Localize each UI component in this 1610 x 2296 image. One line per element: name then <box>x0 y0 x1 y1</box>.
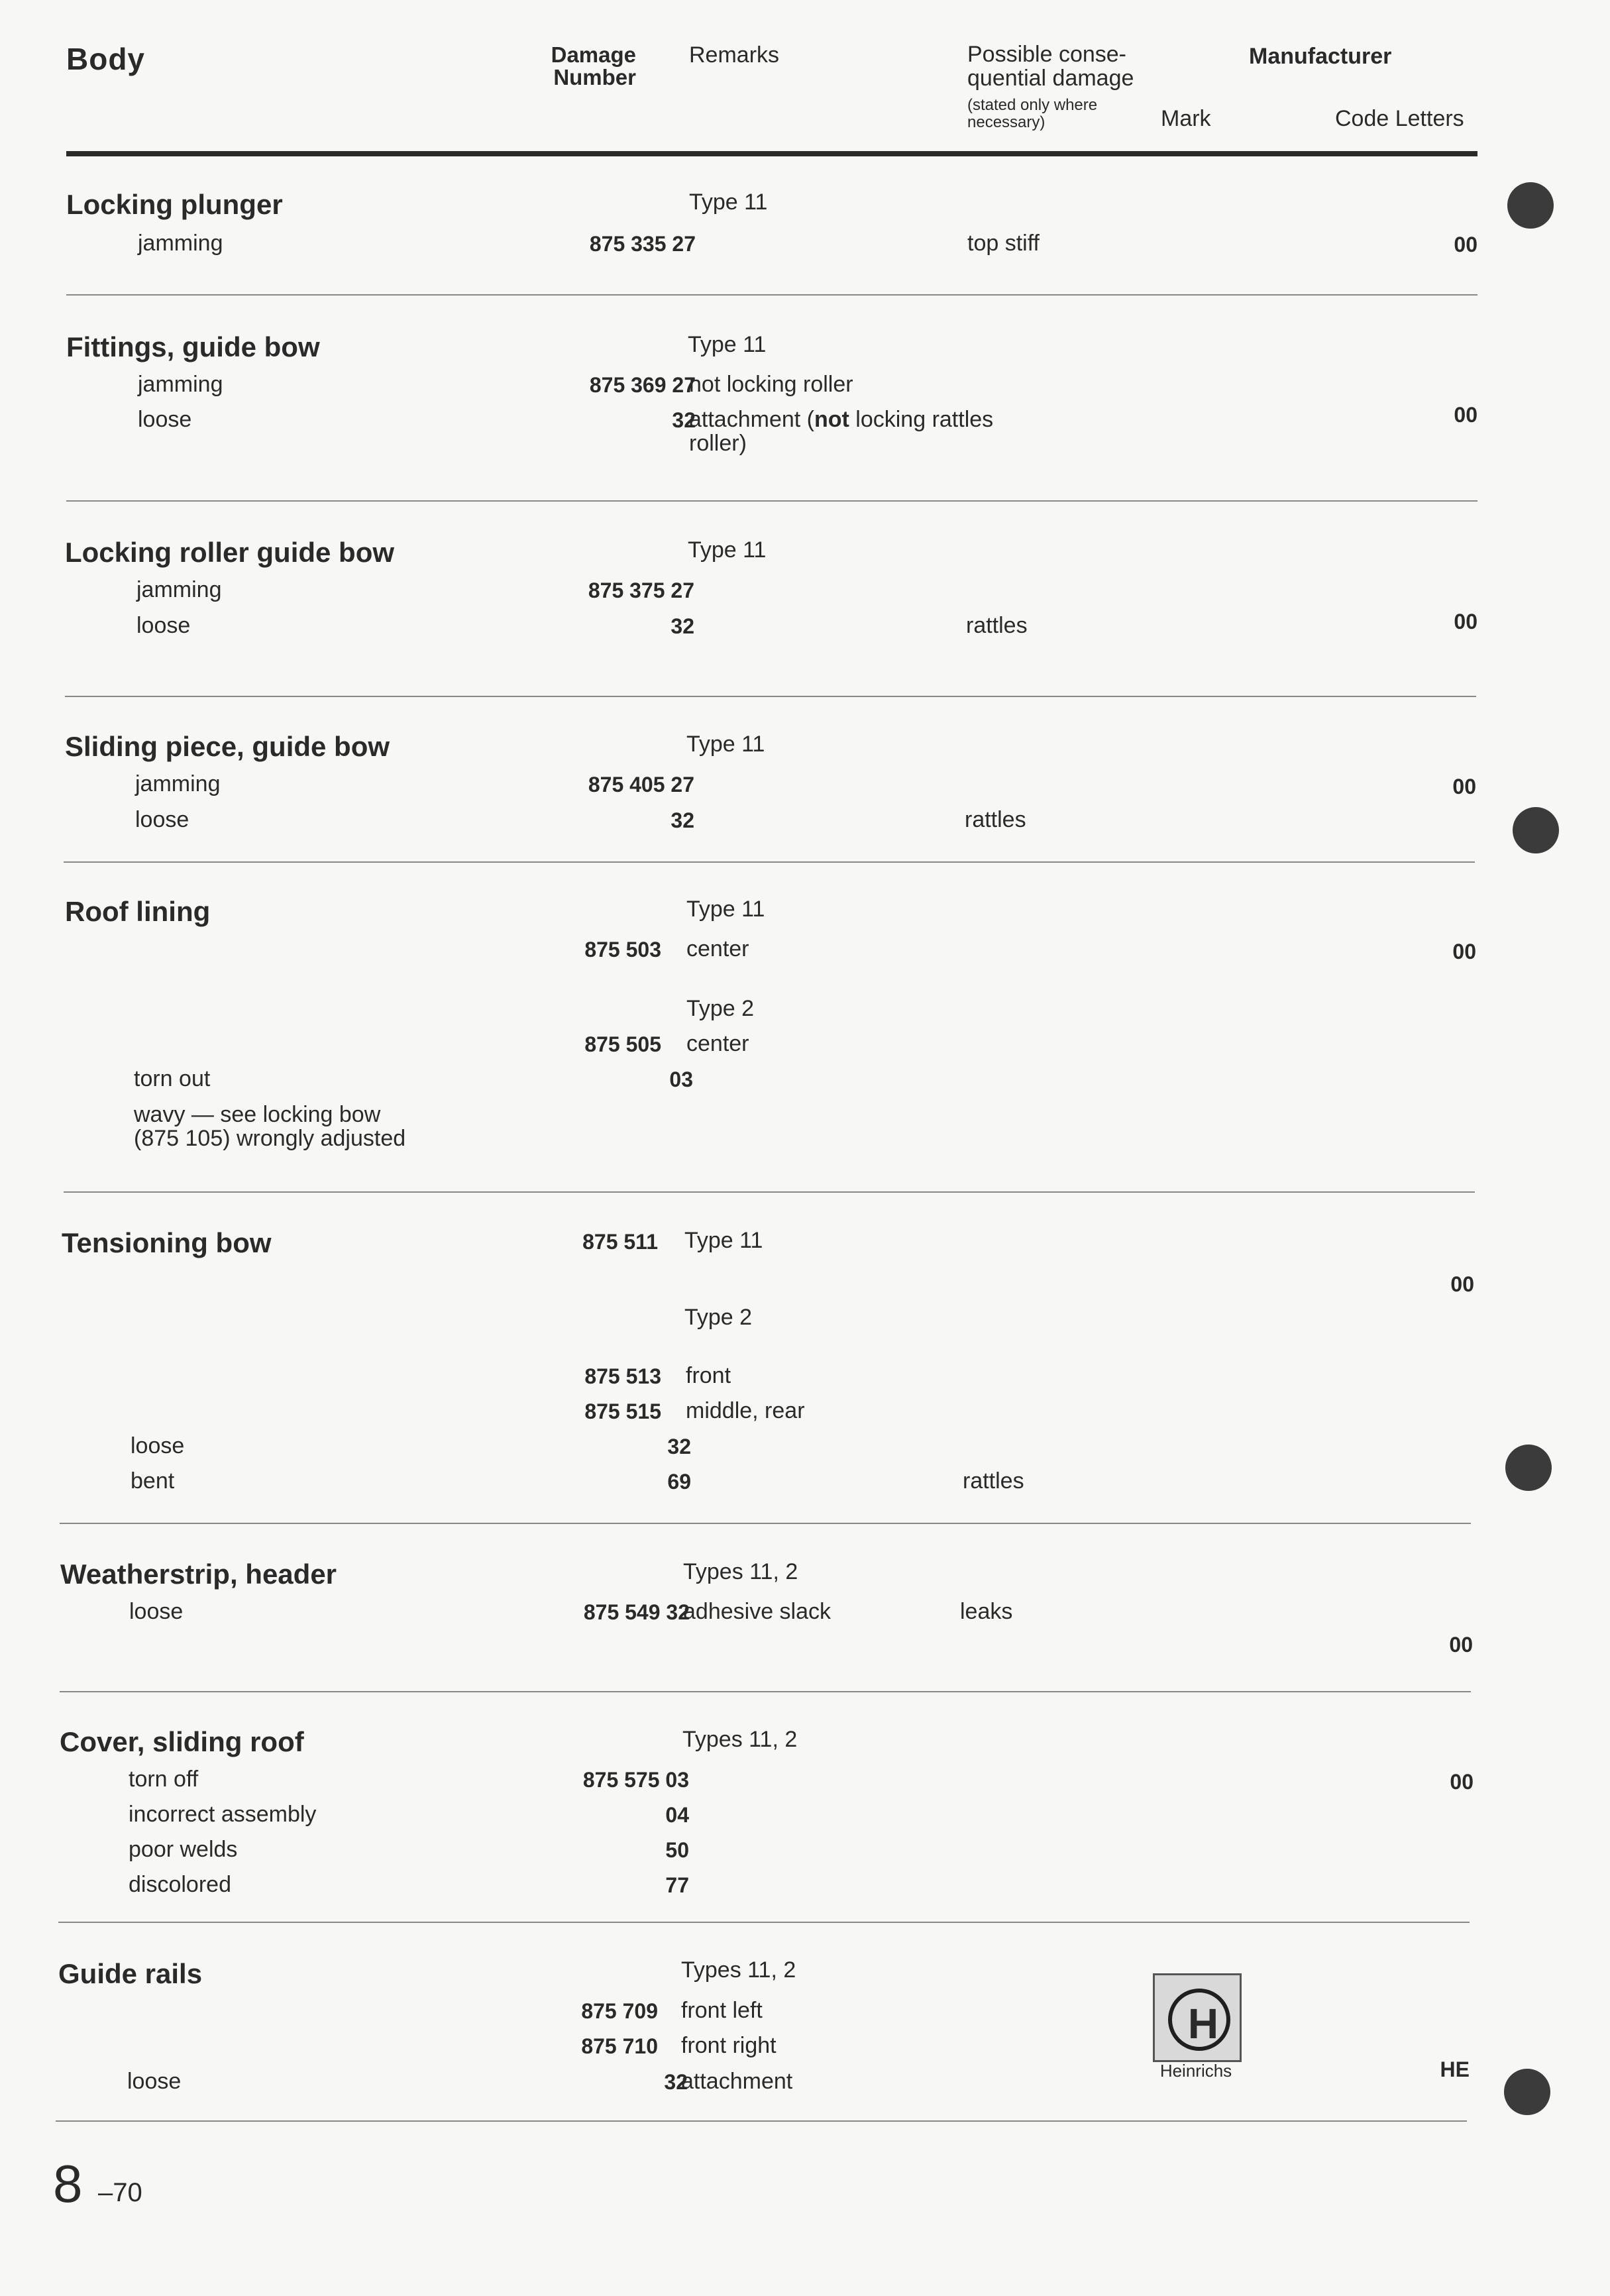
row-label: loose <box>138 407 192 432</box>
entry-remark: Type 11 <box>686 732 765 757</box>
page-section-title: Body <box>66 42 145 76</box>
binder-hole-icon <box>1513 807 1559 853</box>
entry-cover-sliding-roof <box>60 1726 1484 1925</box>
row-remark: front <box>686 1363 731 1388</box>
section-divider <box>56 2120 1467 2122</box>
row-remark: not locking roller <box>689 372 853 397</box>
row-label-continued: (875 105) wrongly adjusted <box>134 1126 406 1151</box>
row-remark: front left <box>681 1998 763 2023</box>
code-letters: 00 <box>1454 403 1477 427</box>
damage-number: 875 369 27 <box>589 373 696 397</box>
row-label: loose <box>136 613 191 638</box>
damage-number: 875 511 <box>582 1230 658 1254</box>
damage-number: 32 <box>671 808 694 832</box>
row-remark: adhesive slack <box>683 1599 832 1624</box>
section-divider <box>58 1922 1470 1923</box>
row-label: loose <box>129 1599 184 1624</box>
row-label: loose <box>127 2069 182 2094</box>
row-label: loose <box>135 807 189 832</box>
row-label: jamming <box>138 231 223 256</box>
row-label: poor welds <box>129 1837 238 1862</box>
damage-number: 875 513 <box>584 1364 661 1388</box>
entry-remark: Type 11 <box>684 1228 763 1253</box>
row-remark: attachment (not locking rattles <box>689 407 994 432</box>
damage-number: 875 505 <box>584 1032 661 1056</box>
damage-number: 875 575 03 <box>582 1768 689 1792</box>
entry-remark: Type 11 <box>686 897 765 922</box>
entry-title: Locking roller guide bow <box>65 537 395 568</box>
section-divider <box>64 861 1475 863</box>
row-label: discolored <box>129 1872 231 1897</box>
page-number: 8 <box>53 2154 83 2213</box>
damage-number: 875 710 <box>581 2034 658 2058</box>
row-remark: middle, rear <box>686 1398 805 1423</box>
row-label: bent <box>131 1468 175 1494</box>
row-label: loose <box>131 1433 185 1458</box>
damage-number: 03 <box>669 1067 693 1091</box>
code-letters: 00 <box>1449 1633 1473 1657</box>
entry-remark: Types 11, 2 <box>681 1957 796 1983</box>
entry-title: Cover, sliding roof <box>60 1726 304 1757</box>
code-letters: 00 <box>1450 1272 1474 1296</box>
row-label: torn out <box>134 1066 211 1091</box>
code-letters: HE <box>1440 2057 1470 2081</box>
entry-title: Roof lining <box>65 896 211 927</box>
heinrichs-logo <box>1153 1973 1242 2062</box>
logo-circle-icon <box>1168 1989 1230 2051</box>
code-letters: 00 <box>1450 1770 1474 1794</box>
damage-number: 32 <box>671 614 694 638</box>
entry-remark-type-2: Type 2 <box>684 1305 753 1330</box>
entry-remark: Type 11 <box>688 537 767 563</box>
damage-number: 875 515 <box>584 1399 661 1423</box>
section-divider <box>66 500 1477 502</box>
entry-tensioning-bow <box>62 1227 1486 1505</box>
binder-hole-icon <box>1504 2069 1550 2115</box>
column-header-manufacturer: Manufacturer <box>1249 44 1392 69</box>
header-rule <box>66 151 1477 156</box>
consequential-damage: rattles <box>965 807 1026 832</box>
damage-number: 32 <box>667 1435 691 1458</box>
damage-number: 69 <box>667 1470 691 1494</box>
row-label: jamming <box>135 771 221 796</box>
row-remark: attachment <box>681 2069 793 2094</box>
page-subnumber: –70 <box>98 2178 142 2207</box>
entry-title: Guide rails <box>58 1958 203 1989</box>
entry-guide-rails <box>58 1958 1483 2157</box>
column-header-mark: Mark <box>1161 106 1211 131</box>
code-letters: 00 <box>1452 775 1476 798</box>
row-remark: center <box>686 1031 749 1056</box>
entry-title: Weatherstrip, header <box>60 1558 337 1590</box>
entry-title: Tensioning bow <box>62 1227 272 1258</box>
damage-number: 875 405 27 <box>588 773 694 796</box>
column-header-consequential-damage: Possible conse- quential damage <box>967 42 1134 91</box>
binder-hole-icon <box>1507 182 1554 229</box>
column-header-note: (stated only where necessary) <box>967 96 1098 131</box>
section-divider <box>66 294 1477 296</box>
row-remark: front right <box>681 2033 777 2058</box>
code-letters: 00 <box>1454 610 1477 633</box>
row-remark: center <box>686 936 749 961</box>
entry-title: Fittings, guide bow <box>66 331 320 362</box>
entry-remark: Type 11 <box>688 332 767 357</box>
damage-number: 875 375 27 <box>588 578 694 602</box>
damage-number: 04 <box>665 1803 689 1827</box>
manufacturer-mark-name: Heinrichs <box>1159 2061 1232 2081</box>
column-header-remarks: Remarks <box>689 42 780 68</box>
logo-letter: H <box>1187 2000 1219 2048</box>
row-label: jamming <box>136 577 222 602</box>
section-divider <box>64 1191 1475 1193</box>
entry-remark: Type 11 <box>689 190 768 215</box>
consequential-damage: rattles <box>966 613 1028 638</box>
entry-remark: Types 11, 2 <box>683 1559 798 1584</box>
code-letters: 00 <box>1452 940 1476 963</box>
damage-number: 875 503 <box>584 938 661 961</box>
binder-hole-icon <box>1505 1445 1552 1491</box>
entry-remark-type-2: Type 2 <box>686 996 755 1021</box>
column-header-code-letters: Code Letters <box>1335 106 1464 131</box>
row-label: torn off <box>129 1767 199 1792</box>
column-header-damage-number: Damage Number <box>551 42 636 89</box>
row-label: jamming <box>138 372 223 397</box>
damage-number: 32 <box>672 408 696 432</box>
code-letters: 00 <box>1454 233 1477 256</box>
damage-number: 32 <box>664 2070 688 2094</box>
section-divider <box>60 1523 1471 1524</box>
consequential-damage: top stiff <box>967 231 1040 256</box>
consequential-damage: leaks <box>960 1599 1013 1624</box>
row-label: incorrect assembly <box>129 1802 317 1827</box>
entry-title: Locking plunger <box>66 189 283 220</box>
entry-locking-roller-guide-bow <box>65 537 1489 736</box>
entry-title: Sliding piece, guide bow <box>65 731 390 762</box>
section-divider <box>65 696 1476 697</box>
entry-roof-lining <box>65 896 1489 1174</box>
entry-remark: Types 11, 2 <box>682 1727 798 1752</box>
damage-number: 875 709 <box>581 1999 658 2023</box>
consequential-damage: rattles <box>963 1468 1024 1494</box>
section-divider <box>60 1691 1471 1692</box>
row-remark-continued: roller) <box>689 431 747 456</box>
row-label: wavy — see locking bow <box>134 1102 381 1127</box>
damage-number: 875 335 27 <box>589 232 696 256</box>
damage-number: 77 <box>665 1873 689 1897</box>
damage-number: 875 549 32 <box>583 1600 690 1624</box>
damage-number: 50 <box>665 1838 689 1862</box>
